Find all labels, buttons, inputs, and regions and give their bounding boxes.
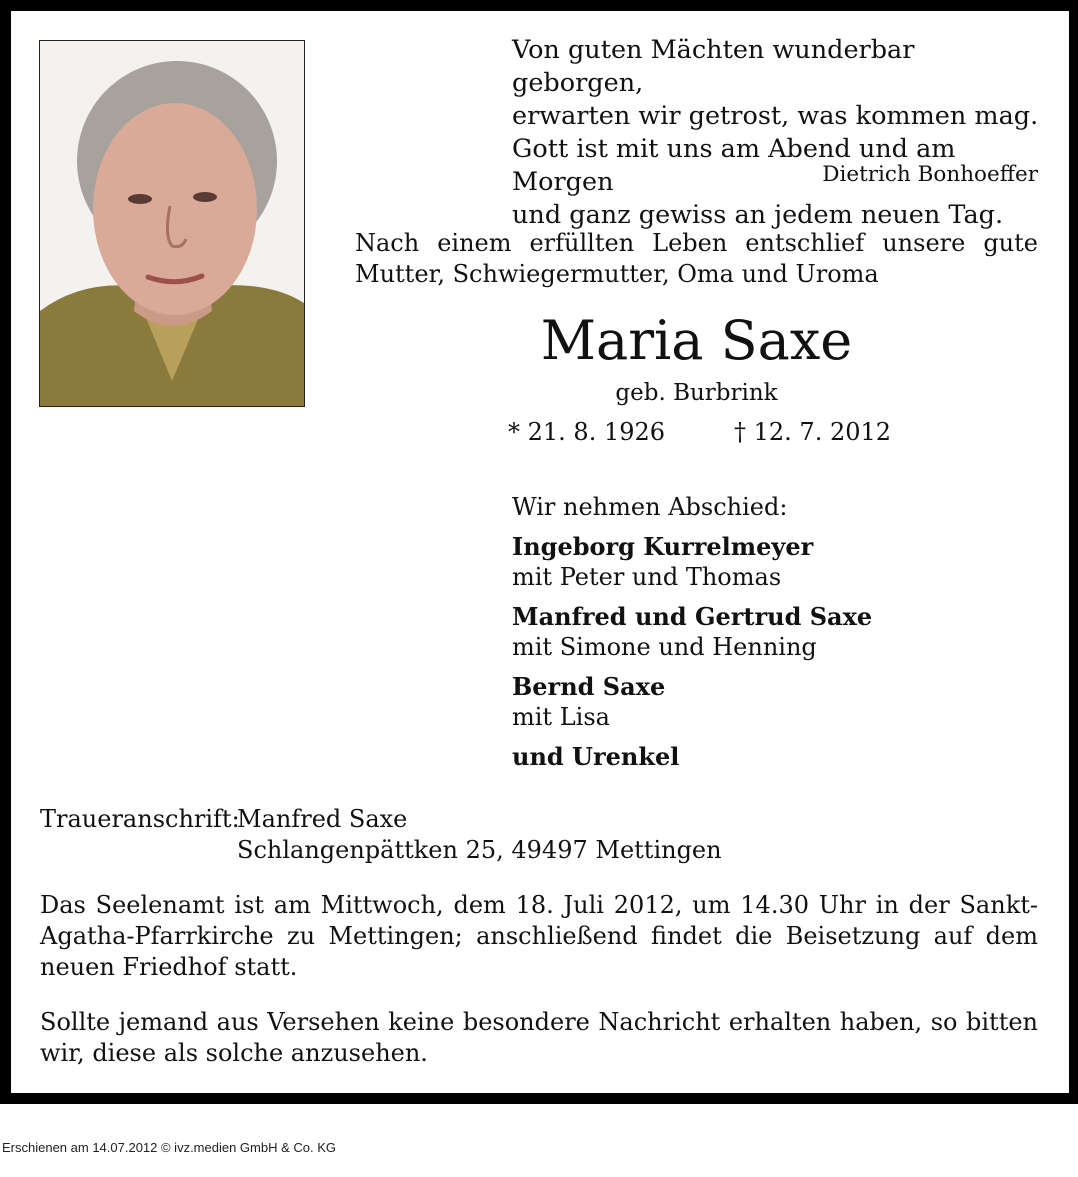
portrait-image (40, 41, 304, 406)
family-member-with: mit Simone und Henning (512, 633, 817, 661)
family-group (512, 601, 1032, 663)
intro-line: Nach einem erfüllten Leben entschlief unsere gute (355, 229, 1038, 257)
family-heading: Wir nehmen Abschied: (512, 493, 788, 521)
quote-line: erwarten wir getrost, was kommen mag. (512, 101, 1039, 131)
family-member-name: Manfred und Gertrud Saxe (512, 602, 873, 631)
quote-line: Von guten Mächten wunderbar geborgen, (512, 35, 915, 98)
death-date: † 12. 7. 2012 (734, 418, 892, 446)
address-spacer (40, 835, 237, 866)
publication-footer: Erschienen am 14.07.2012 © ivz.medien GmbH & Co. KG (2, 1140, 337, 1155)
family-member-name: Ingeborg Kurrelmeyer (512, 532, 814, 561)
address-street: Schlangenpättken 25, 49497 Mettingen (237, 836, 722, 864)
quote-line: Gott ist mit uns am Abend und am Morgen (512, 134, 956, 197)
family-member-with: mit Peter und Thomas (512, 563, 782, 591)
address-row (40, 835, 722, 866)
family-group (512, 671, 1032, 733)
address-row (40, 804, 722, 835)
family-group (512, 531, 1032, 593)
intro-line: Mutter, Schwiegermutter, Oma und Uroma (355, 260, 879, 288)
notice-paragraph: Sollte jemand aus Versehen keine besondere Nachricht erhalten haben, so bitten wir, diese als solche anzusehen. (40, 1008, 1038, 1067)
family-member-with: mit Lisa (512, 703, 610, 731)
service-paragraph: Das Seelenamt ist am Mittwoch, dem 18. Juli 2012, um 14.30 Uhr in der Sankt-Agatha-Pfarrkirche zu Mettingen; anschließend findet die Beisetzung auf dem neuen Friedhof statt. (40, 891, 1038, 981)
intro-text (355, 228, 1038, 290)
poem-quote (512, 34, 1042, 232)
family-closing: und Urenkel (512, 742, 680, 771)
birth-date: * 21. 8. 1926 (508, 418, 666, 446)
portrait-photo (39, 40, 305, 407)
deceased-name: Maria Saxe (540, 309, 853, 372)
birth-name: geb. Burbrink (615, 380, 778, 406)
quote-line: und ganz gewiss an jedem neuen Tag. (512, 200, 1004, 230)
family-list (512, 492, 1032, 772)
family-member-name: Bernd Saxe (512, 672, 666, 701)
mourning-address (40, 804, 722, 866)
address-label: Traueranschrift: (40, 805, 240, 833)
address-name: Manfred Saxe (237, 805, 408, 833)
quote-author: Dietrich Bonhoeffer (822, 162, 1038, 187)
